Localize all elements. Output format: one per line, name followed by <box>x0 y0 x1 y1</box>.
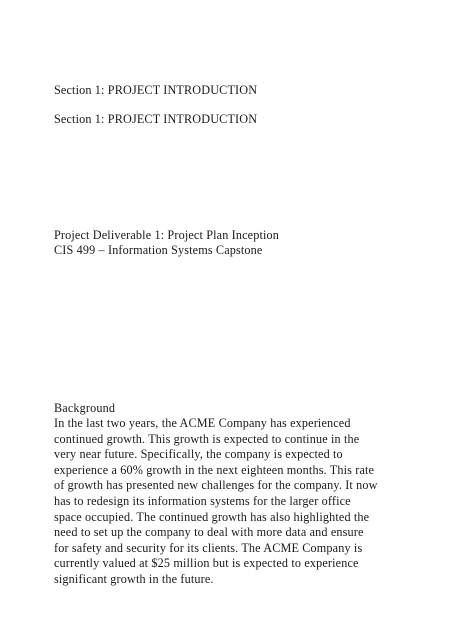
paragraph-line: continued growth. This growth is expected to continue in the <box>54 431 360 446</box>
section-heading-repeat: Section 1: PROJECT INTRODUCTION <box>54 112 258 126</box>
background-heading: Background <box>54 401 116 415</box>
paragraph-line: In the last two years, the ACME Company has experienced <box>54 416 351 430</box>
paragraph-line: space occupied. The continued growth has also highlighted the <box>54 509 370 524</box>
paragraph-line: experience a 60% growth in the next eighteen months. This rate <box>54 462 375 477</box>
section-heading: Section 1: PROJECT INTRODUCTION <box>54 83 258 97</box>
paragraph-line: need to set up the company to deal with more data and ensure <box>54 525 364 540</box>
course-title: CIS 499 – Information Systems Capstone <box>54 243 263 257</box>
paragraph-line: of growth has presented new challenges for the company. It now <box>54 478 378 493</box>
paragraph-line: significant growth in the future. <box>54 571 214 586</box>
background-paragraph <box>54 416 414 588</box>
paragraph-line: very near future. Specifically, the company is expected to <box>54 447 343 462</box>
deliverable-title: Project Deliverable 1: Project Plan Inception <box>54 228 280 242</box>
paragraph-line: for safety and security for its clients. The ACME Company is <box>54 540 363 555</box>
paragraph-line: has to redesign its information systems for the larger office <box>54 493 351 508</box>
paragraph-line: currently valued at $25 million but is expected to experience <box>54 556 359 571</box>
